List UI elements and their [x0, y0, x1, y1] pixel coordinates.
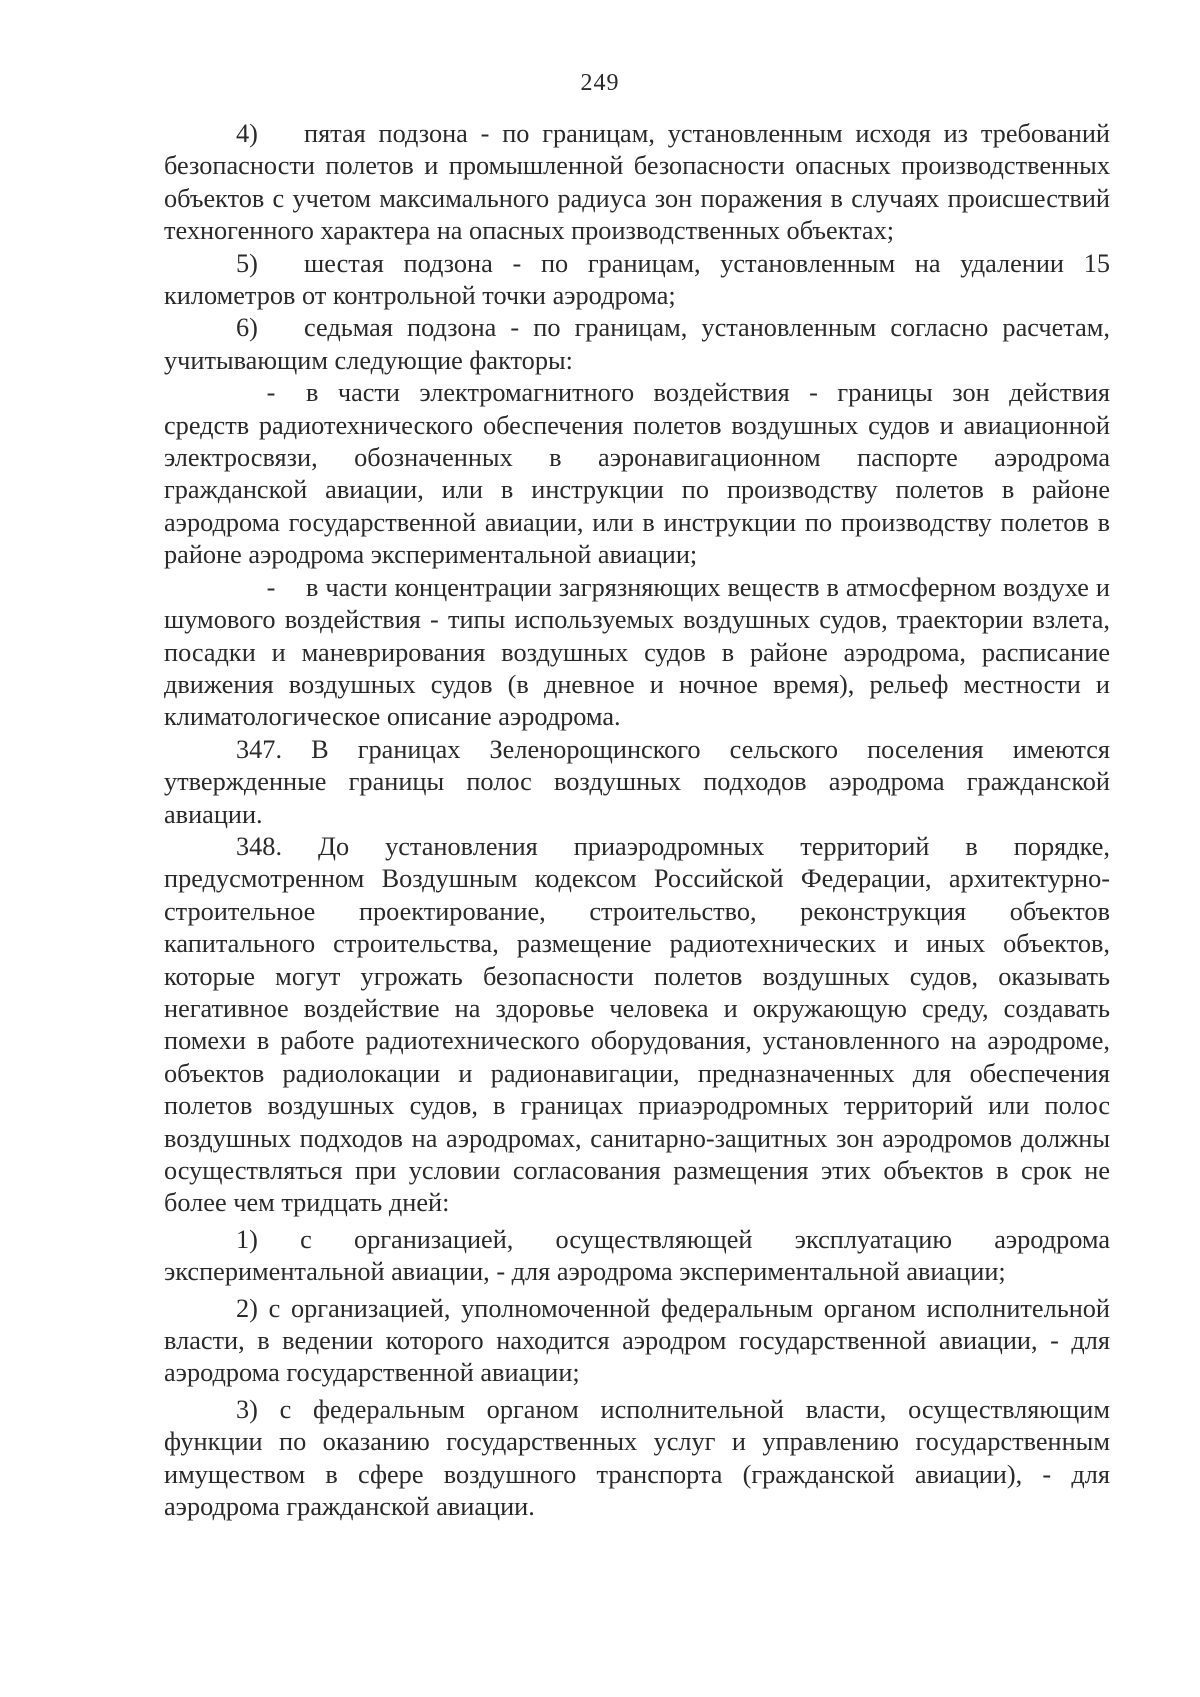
bullet-item-pollution-noise — [164, 572, 1110, 734]
bullet-item-electromagnetic — [164, 377, 1110, 571]
paragraph-text: седьмая подзона - по границам, установленным согласно расчетам, учитывающим следующие факторы: — [164, 313, 1110, 375]
paragraph-text: в части электромагнитного воздействия - границы зон действия средств радиотехнического обеспечения полетов воздушных судов и авиационной электросвязи, обозначенных в аэронавигационном паспорте аэродрома гражданской авиации, или в инструкции по производству полетов в районе аэродрома государственной авиации, или в инструкции по производству полетов в районе аэродрома экспериментальной авиации; — [164, 378, 1110, 570]
bullet-dash: - — [266, 378, 276, 408]
paragraph-text: пятая подзона - по границам, установленным исходя из требований безопасности полетов и промышленной безопасности опасных производственных объектов с учетом максимального радиуса зон поражения в случаях происшествий техногенного характера на опасных производственных объектах; — [164, 119, 1110, 246]
list-item-subzone-6 — [164, 248, 1110, 313]
item-number: 6) — [236, 313, 258, 343]
paragraph-348: 348. До установления приаэродромных территорий в порядке, предусмотренном Воздушным кодексом Российской Федерации, архитектурно-строительное проектирование, строительство, реконструкция объектов капитального строительства, размещение радиотехнических и иных объектов, которые могут угрожать безопасности полетов воздушных судов, оказывать негативное воздействие на здоровье человека и окружающую среду, создавать помехи в работе радиотехнического оборудования, установленного на аэродроме, объектов радиолокации и радионавигации, предназначенных для обеспечения полетов воздушных судов, в границах приаэродромных территорий или полос воздушных подходов на аэродромах, санитарно-защитных зон аэродромов должны осуществляться при условии согласования размещения этих объектов в срок не более чем тридцать дней: — [164, 831, 1110, 1218]
list-item-subzone-5 — [164, 118, 1110, 248]
item-number: 4) — [236, 119, 258, 148]
bullet-dash: - — [266, 572, 276, 602]
paragraph-text: в части концентрации загрязняющих веществ в атмосферном воздухе и шумового воздействия - типы используемых воздушных судов, траектории взлета, посадки и маневрирования воздушных судов в районе аэродрома, расписание движения воздушных судов (в дневное и ночное время), рельеф местности и климатологическое описание аэродрома. — [164, 572, 1110, 732]
item-number: 5) — [236, 248, 258, 278]
paragraph-347: 347. В границах Зеленорощинского сельского поселения имеются утвержденные границы полос воздушных подходов аэродрома гражданской авиации. — [164, 734, 1110, 829]
list-item-2: 2) с организацией, уполномоченной федеральным органом исполнительной власти, в ведении которого находится аэродром государственной авиации, - для аэродрома государственной авиации; — [164, 1293, 1110, 1388]
paragraph-text: шестая подзона - по границам, установленным на удалении 15 километров от контрольной точки аэродрома; — [164, 248, 1110, 311]
list-item-subzone-7 — [164, 312, 1110, 377]
page-number: 249 — [580, 70, 620, 96]
list-item-1: 1) с организацией, осуществляющей эксплуатацию аэродрома экспериментальной авиации, - для аэродрома экспериментальной авиации; — [164, 1224, 1110, 1287]
list-item-3: 3) с федеральным органом исполнительной власти, осуществляющим функции по оказанию государственных услуг и управлению государственным имуществом в сфере воздушного транспорта (гражданской авиации), - для аэродрома гражданской авиации. — [164, 1394, 1110, 1522]
document-body — [164, 118, 1110, 1523]
